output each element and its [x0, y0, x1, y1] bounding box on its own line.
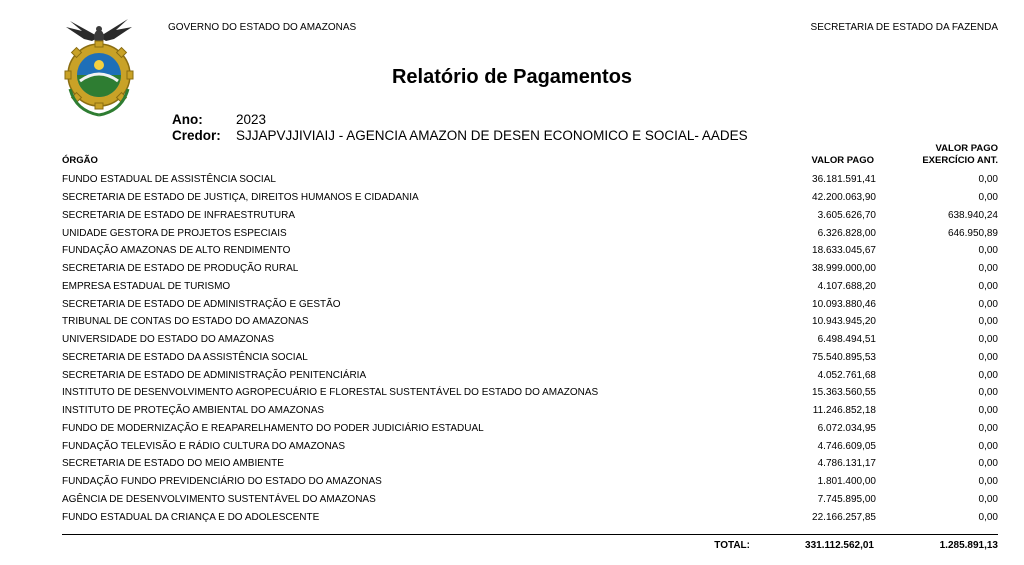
cell-orgao: FUNDO DE MODERNIZAÇÃO E REAPARELHAMENTO DO PODER JUDICIÁRIO ESTADUAL	[62, 422, 484, 434]
column-header-exercicio-anterior	[922, 143, 998, 166]
table-row	[62, 366, 998, 384]
cell-orgao: TRIBUNAL DE CONTAS DO ESTADO DO AMAZONAS	[62, 316, 309, 328]
cell-orgao: FUNDO ESTADUAL DA CRIANÇA E DO ADOLESCENTE	[62, 511, 320, 523]
cell-valor-pago: 36.181.591,41	[812, 174, 876, 186]
total-exercicio-anterior: 1.285.891,13	[939, 540, 998, 551]
header-secretariat-name: SECRETARIA DE ESTADO DA FAZENDA	[810, 22, 998, 33]
cell-valor-pago: 4.786.131,17	[817, 458, 876, 470]
cell-valor-pago: 10.943.945,20	[812, 316, 876, 328]
cell-orgao: FUNDO ESTADUAL DE ASSISTÊNCIA SOCIAL	[62, 174, 276, 186]
cell-exercicio-anterior: 0,00	[978, 263, 998, 275]
cell-orgao: SECRETARIA DE ESTADO DE PRODUÇÃO RURAL	[62, 263, 299, 275]
cell-exercicio-anterior: 0,00	[978, 192, 998, 204]
cell-orgao: SECRETARIA DE ESTADO DE INFRAESTRUTURA	[62, 209, 295, 221]
cell-orgao: EMPRESA ESTADUAL DE TURISMO	[62, 280, 231, 292]
ano-row	[172, 112, 266, 127]
cell-exercicio-anterior: 638.940,24	[947, 209, 998, 221]
cell-valor-pago: 1.801.400,00	[817, 476, 876, 488]
cell-valor-pago: 11.246.852,18	[812, 405, 876, 417]
cell-exercicio-anterior: 0,00	[978, 351, 998, 363]
cell-exercicio-anterior: 0,00	[978, 387, 998, 399]
column-header-orgao: ÓRGÃO	[62, 155, 98, 166]
total-label: TOTAL:	[714, 540, 750, 551]
cell-orgao: AGÊNCIA DE DESENVOLVIMENTO SUSTENTÁVEL DO AMAZONAS	[62, 493, 376, 505]
cell-valor-pago: 6.326.828,00	[817, 227, 876, 239]
cell-orgao: SECRETARIA DE ESTADO DE ADMINISTRAÇÃO PENITENCIÁRIA	[62, 369, 367, 381]
table-row	[62, 224, 998, 242]
cell-valor-pago: 6.498.494,51	[817, 334, 876, 346]
cell-exercicio-anterior: 646.950,89	[947, 227, 998, 239]
table-row	[62, 313, 998, 331]
cell-exercicio-anterior: 0,00	[978, 298, 998, 310]
page-title: Relatório de Pagamentos	[391, 66, 633, 88]
table-row	[62, 437, 998, 455]
cell-exercicio-anterior: 0,00	[978, 405, 998, 417]
table-row	[62, 207, 998, 225]
column-header-exercicio-line1: VALOR PAGO	[935, 143, 998, 154]
table-row	[62, 491, 998, 509]
table-row	[62, 473, 998, 491]
cell-orgao: FUNDAÇÃO FUNDO PREVIDENCIÁRIO DO ESTADO DO AMAZONAS	[62, 476, 382, 488]
table-row	[62, 455, 998, 473]
cell-exercicio-anterior: 0,00	[978, 511, 998, 523]
cell-orgao: SECRETARIA DE ESTADO DE JUSTIÇA, DIREITOS HUMANOS E CIDADANIA	[62, 192, 419, 204]
table-row	[62, 349, 998, 367]
cell-valor-pago: 38.999.000,00	[812, 263, 876, 275]
cell-exercicio-anterior: 0,00	[978, 245, 998, 257]
table-row	[62, 171, 998, 189]
cell-exercicio-anterior: 0,00	[978, 440, 998, 452]
total-valor-pago: 331.112.562,01	[805, 540, 874, 551]
table-row	[62, 508, 998, 526]
table-row	[62, 278, 998, 296]
header-government-name: GOVERNO DO ESTADO DO AMAZONAS	[168, 22, 357, 33]
column-header-exercicio-line2: EXERCÍCIO ANT.	[922, 154, 998, 166]
table-row	[62, 189, 998, 207]
cell-exercicio-anterior: 0,00	[978, 422, 998, 434]
table-row	[62, 384, 998, 402]
cell-exercicio-anterior: 0,00	[978, 458, 998, 470]
cell-valor-pago: 75.540.895,53	[812, 351, 876, 363]
cell-orgao: SECRETARIA DE ESTADO DO MEIO AMBIENTE	[62, 458, 284, 470]
cell-valor-pago: 4.746.609,05	[817, 440, 876, 452]
ano-label: Ano:	[172, 112, 203, 127]
cell-orgao: FUNDAÇÃO TELEVISÃO E RÁDIO CULTURA DO AMAZONAS	[62, 440, 346, 452]
cell-valor-pago: 42.200.063,90	[812, 192, 876, 204]
ano-value: 2023	[236, 112, 267, 127]
cell-valor-pago: 6.072.034,95	[817, 422, 876, 434]
table-row	[62, 331, 998, 349]
cell-valor-pago: 4.052.761,68	[817, 369, 876, 381]
cell-valor-pago: 18.633.045,67	[812, 245, 876, 257]
cell-exercicio-anterior: 0,00	[978, 334, 998, 346]
table-row	[62, 402, 998, 420]
table-row	[62, 260, 998, 278]
cell-exercicio-anterior: 0,00	[978, 476, 998, 488]
cell-orgao: SECRETARIA DE ESTADO DE ADMINISTRAÇÃO E GESTÃO	[62, 298, 341, 310]
cell-orgao: INSTITUTO DE DESENVOLVIMENTO AGROPECUÁRIO E FLORESTAL SUSTENTÁVEL DO ESTADO DO AMAZONAS	[62, 387, 599, 399]
table-row	[62, 242, 998, 260]
cell-valor-pago: 22.166.257,85	[812, 511, 876, 523]
cell-orgao: INSTITUTO DE PROTEÇÃO AMBIENTAL DO AMAZONAS	[62, 405, 325, 417]
credor-value: SJJAPVJJIVIAIJ - AGENCIA AMAZON DE DESEN ECONOMICO E SOCIAL- AADES	[236, 128, 748, 143]
table-row	[62, 295, 998, 313]
cell-valor-pago: 4.107.688,20	[817, 280, 876, 292]
payments-table	[62, 171, 998, 526]
cell-orgao: UNIDADE GESTORA DE PROJETOS ESPECIAIS	[62, 227, 287, 239]
cell-orgao: SECRETARIA DE ESTADO DA ASSISTÊNCIA SOCIAL	[62, 351, 308, 363]
cell-valor-pago: 15.363.560,55	[812, 387, 876, 399]
column-header-valor-pago: VALOR PAGO	[811, 155, 874, 166]
cell-valor-pago: 7.745.895,00	[817, 493, 876, 505]
cell-exercicio-anterior: 0,00	[978, 369, 998, 381]
cell-orgao: UNIVERSIDADE DO ESTADO DO AMAZONAS	[62, 334, 275, 346]
cell-exercicio-anterior: 0,00	[978, 280, 998, 292]
cell-exercicio-anterior: 0,00	[978, 493, 998, 505]
cell-exercicio-anterior: 0,00	[978, 316, 998, 328]
cell-valor-pago: 10.093.880,46	[812, 298, 876, 310]
cell-orgao: FUNDAÇÃO AMAZONAS DE ALTO RENDIMENTO	[62, 245, 291, 257]
total-divider	[62, 534, 998, 535]
credor-row	[172, 128, 748, 143]
credor-label: Credor:	[172, 128, 221, 143]
cell-exercicio-anterior: 0,00	[978, 174, 998, 186]
table-row	[62, 420, 998, 438]
cell-valor-pago: 3.605.626,70	[817, 209, 876, 221]
